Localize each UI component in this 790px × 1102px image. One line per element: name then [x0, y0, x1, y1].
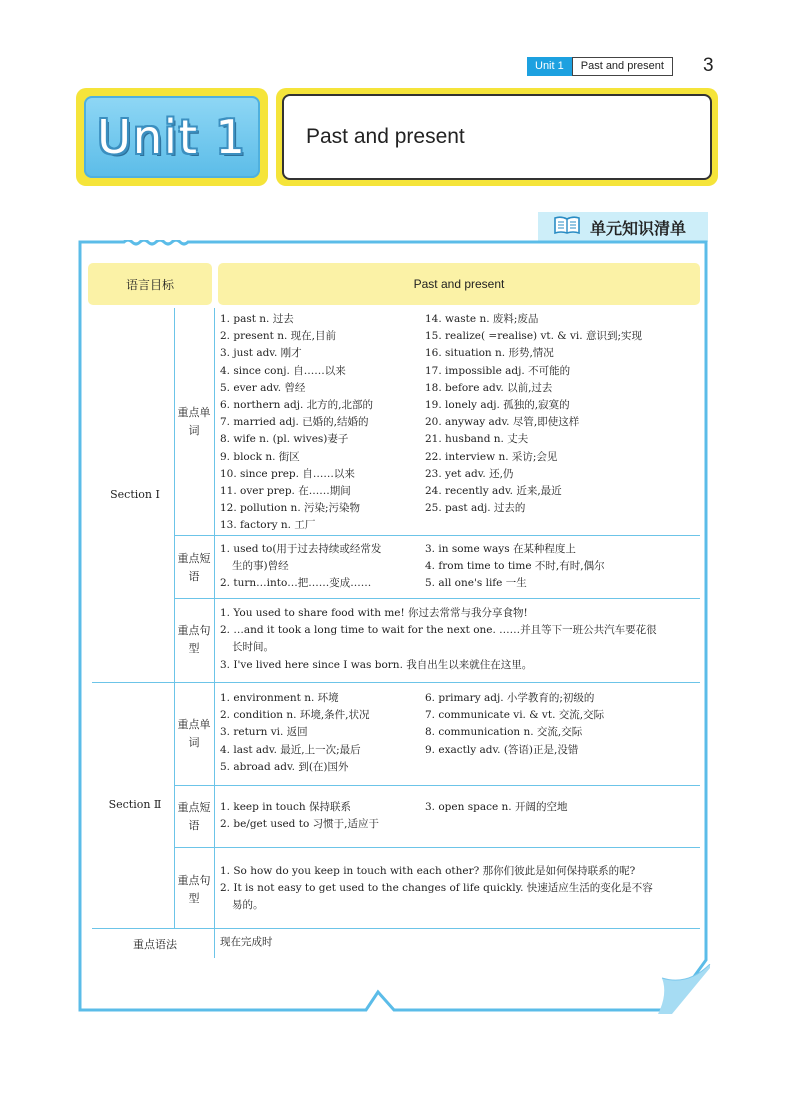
phrase-item-continued: 生的事)曾经 — [232, 560, 289, 573]
word-item: 4. since conj. 自……以来 — [220, 364, 346, 377]
knowledge-list-title: 单元知识清单 — [590, 218, 687, 238]
sentence-item: 2. It is not easy to get used to the changes of life quickly. 快速适应生活的变化是不容 — [220, 882, 653, 895]
section-2-phrases-label: 重点短语 — [177, 801, 211, 832]
word-item: 5. ever adv. 曾经 — [220, 381, 306, 394]
word-item: 3. just adv. 刚才 — [220, 347, 302, 360]
word-item: 2. condition n. 环境,条件,状况 — [220, 709, 370, 722]
section-1-words-right — [425, 311, 642, 517]
column-header-goal: 语言目标 — [88, 263, 212, 305]
knowledge-list-tab — [538, 212, 708, 242]
phrase-item: 2. turn…into…把……变成…… — [220, 577, 372, 590]
word-item: 8. wife n. (pl. wives)妻子 — [220, 433, 349, 446]
word-item: 7. communicate vi. & vt. 交流,交际 — [425, 709, 605, 722]
word-item: 1. past n. 过去 — [220, 313, 294, 325]
section-1-words-left — [220, 311, 373, 534]
section-2-sentences-label: 重点句型 — [177, 874, 211, 905]
word-item: 9. block n. 街区 — [220, 450, 300, 463]
phrase-item: 2. be/get used to 习惯于,适应于 — [220, 818, 379, 831]
phrase-item: 1. used to(用于过去持续或经常发 — [220, 543, 382, 555]
page-number: 3 — [703, 55, 714, 76]
word-item: 21. husband n. 丈夫 — [425, 433, 529, 446]
section-1-sentences — [220, 605, 700, 674]
word-item: 6. primary adj. 小学教育的;初级的 — [425, 692, 595, 704]
running-header-unit: Unit 1 — [527, 57, 572, 76]
unit-title-box — [276, 88, 718, 186]
section-1-phrases-left — [220, 541, 381, 593]
phrase-item: 3. in some ways 在某种程度上 — [425, 543, 576, 555]
phrase-item: 3. open space n. 开阔的空地 — [425, 801, 568, 813]
word-item: 5. abroad adv. 到(在)国外 — [220, 760, 349, 773]
word-item: 9. exactly adv. (答语)正是,没错 — [425, 743, 579, 756]
sentence-item: 1. So how do you keep in touch with each other? 那你们彼此是如何保持联系的呢? — [220, 865, 636, 877]
word-item: 10. since prep. 自……以来 — [220, 467, 355, 480]
word-item: 2. present n. 现在,目前 — [220, 330, 337, 343]
section-1-sentences-label: 重点句型 — [177, 624, 211, 655]
sentence-item-continued: 易的。 — [232, 899, 264, 912]
word-item: 14. waste n. 废料;废品 — [425, 313, 539, 325]
section-1-label: Section Ⅰ — [110, 488, 160, 501]
column-header-topic: Past and present — [218, 263, 700, 305]
word-item: 7. married adj. 已婚的,结婚的 — [220, 416, 369, 429]
grid-line — [214, 308, 215, 958]
grammar-value: 现在完成时 — [220, 936, 273, 948]
sentence-item-continued: 长时间。 — [232, 641, 274, 654]
word-item: 16. situation n. 形势,情况 — [425, 347, 554, 360]
word-item: 6. northern adj. 北方的,北部的 — [220, 398, 374, 411]
section-2-words-label: 重点单词 — [177, 718, 211, 749]
word-item: 22. interview n. 采访;会见 — [425, 450, 558, 463]
grid-line — [174, 598, 700, 599]
page-curl-corner — [658, 964, 712, 1020]
grid-line — [174, 308, 175, 928]
section-2-words-right — [425, 690, 604, 759]
section-2-phrases-right — [425, 799, 567, 816]
sentence-item: 2. …and it took a long time to wait for the next one. ……并且等下一班公共汽车要花很 — [220, 624, 657, 637]
section-2-words-left — [220, 690, 370, 776]
word-item: 20. anyway adv. 尽管,即使这样 — [425, 416, 580, 429]
word-item: 3. return vi. 返回 — [220, 726, 308, 739]
unit-badge-text: Unit 1 — [97, 110, 247, 164]
word-item: 8. communication n. 交流,交际 — [425, 726, 583, 739]
grid-line — [92, 928, 700, 929]
section-2-sentences — [220, 863, 700, 915]
grammar-label: 重点语法 — [133, 938, 177, 951]
section-1-phrases-right — [425, 541, 605, 593]
word-item: 4. last adv. 最近,上一次;最后 — [220, 743, 361, 756]
word-item: 24. recently adv. 近来,最近 — [425, 484, 562, 497]
word-item: 18. before adv. 以前,过去 — [425, 381, 553, 394]
word-item: 25. past adj. 过去的 — [425, 502, 526, 515]
unit-title: Past and present — [282, 94, 712, 180]
phrase-item: 5. all one's life 一生 — [425, 577, 527, 590]
word-item: 19. lonely adj. 孤独的,寂寞的 — [425, 398, 570, 411]
sentence-item: 1. You used to share food with me! 你过去常常与我分享食物! — [220, 607, 528, 619]
grid-line — [174, 847, 700, 848]
word-item: 17. impossible adj. 不可能的 — [425, 364, 571, 377]
sentence-item: 3. I've lived here since I was born. 我自出生以来就住在这里。 — [220, 658, 533, 671]
unit-badge — [76, 88, 268, 186]
word-item: 15. realize( =realise) vt. & vi. 意识到;实现 — [425, 330, 642, 343]
word-item: 23. yet adv. 还,仍 — [425, 467, 514, 480]
section-2-label: Section Ⅱ — [108, 798, 162, 811]
phrase-item: 4. from time to time 不时,有时,偶尔 — [425, 560, 605, 573]
running-header-title: Past and present — [572, 57, 673, 76]
word-item: 1. environment n. 环境 — [220, 692, 339, 704]
open-book-icon — [554, 216, 580, 238]
word-item: 13. factory n. 工厂 — [220, 519, 316, 532]
grid-line — [92, 682, 700, 683]
grid-line — [174, 535, 700, 536]
phrase-item: 1. keep in touch 保持联系 — [220, 801, 351, 813]
word-item: 12. pollution n. 污染;污染物 — [220, 502, 361, 515]
grid-line — [174, 785, 700, 786]
section-1-phrases-label: 重点短语 — [177, 552, 211, 583]
section-2-phrases-left — [220, 799, 379, 833]
running-header — [527, 57, 673, 76]
section-1-words-label: 重点单词 — [177, 406, 211, 437]
word-item: 11. over prep. 在……期间 — [220, 484, 351, 497]
